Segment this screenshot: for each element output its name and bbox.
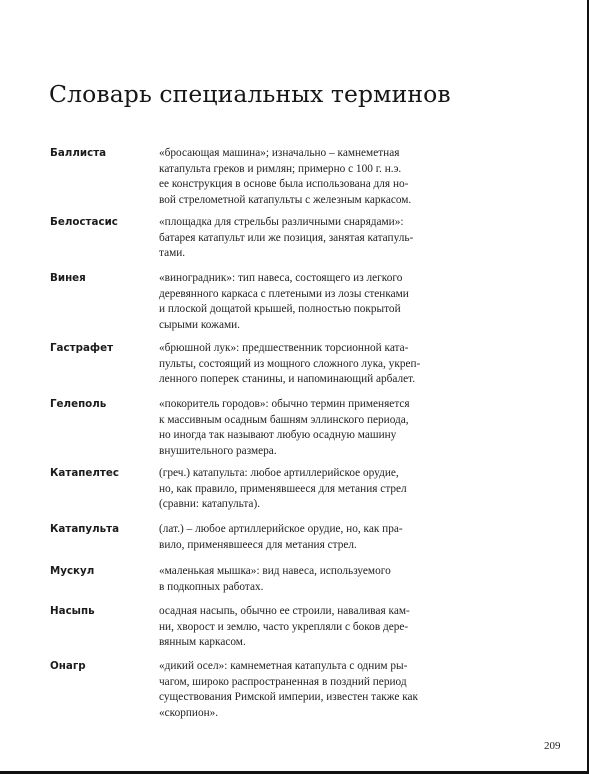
glossary-term: Гастрафет: [50, 342, 114, 354]
definition-line: тами.: [159, 247, 186, 259]
definition-line: осадная насыпь, обычно ее строили, наваливая кам-: [159, 605, 410, 617]
definition-line: (сравни: катапульта).: [159, 498, 261, 510]
definition-line: «дикий осел»: камнеметная катапульта с одним ры-: [159, 660, 408, 672]
definition-line: «площадка для стрельбы различными снарядами»:: [159, 216, 404, 228]
definition-line: «брюшной лук»: предшественник торсионной ката-: [159, 342, 409, 354]
glossary-definition: [159, 215, 413, 262]
glossary-term: Мускул: [50, 565, 95, 577]
definition-line: «скорпион».: [159, 706, 219, 719]
definition-line: но, как правило, применявшееся для метания стрел: [159, 482, 407, 495]
definition-line: вянным каркасом.: [159, 636, 246, 648]
glossary-term: Гелеполь: [50, 398, 107, 410]
definition-line: катапульта греков и римлян; примерно с 100 г. н.э.: [159, 162, 402, 175]
definition-line: батарея катапульт или же позиция, занятая катапуль-: [159, 231, 414, 244]
definition-line: существования Римской империи, известен также как: [159, 691, 419, 703]
glossary-definition: [159, 466, 407, 513]
page-number: 209: [544, 740, 561, 752]
definition-line: ее конструкция в основе была использована для но-: [159, 178, 409, 190]
glossary-definition: [159, 397, 410, 459]
glossary-definition: [159, 564, 391, 595]
definition-line: пульты, состоящий из мощного сложного лука, укреп-: [159, 357, 421, 370]
glossary-definition: [159, 604, 410, 651]
glossary-term: Баллиста: [50, 147, 107, 159]
glossary-term: Катапульта: [50, 523, 120, 535]
glossary-definition: [159, 341, 420, 388]
glossary-term: Катапелтес: [50, 467, 119, 479]
definition-line: (греч.) катапульта: любое артиллерийское орудие,: [159, 467, 399, 479]
definition-line: вой стрелометной катапульты с железным каркасом.: [159, 193, 412, 206]
page-title: Словарь специальных терминов: [49, 80, 451, 108]
definition-line: вило, применявшееся для метания стрел.: [159, 538, 357, 551]
glossary-definition: [159, 146, 411, 208]
definition-line: «покоритель городов»: обычно термин применяется: [159, 398, 410, 410]
definition-line: сырыми кожами.: [159, 318, 240, 331]
definition-line: ни, хворост и землю, часто укрепляли с боков дере-: [159, 620, 409, 633]
glossary-term: Белостасис: [50, 216, 118, 228]
definition-line: в подкопных работах.: [159, 580, 264, 593]
definition-line: «маленькая мышка»: вид навеса, используемого: [159, 565, 391, 577]
definition-line: деревянного каркаса с плетеными из лозы стенками: [159, 287, 409, 300]
glossary-definition: [159, 659, 418, 721]
definition-line: чагом, широко распространенная в поздний период: [159, 675, 407, 688]
definition-line: «бросающая машина»; изначально – камнеметная: [159, 147, 400, 159]
definition-line: внушительного размера.: [159, 444, 277, 457]
glossary-term: Винея: [50, 272, 86, 284]
definition-line: но иногда так называют любую осадную машину: [159, 429, 397, 441]
glossary-definition: [159, 522, 403, 553]
glossary-term: Онагр: [50, 660, 86, 672]
definition-line: и плоской дощатой крышей, полностью покрытой: [159, 303, 401, 315]
definition-line: к массивным осадным башням эллинского периода,: [159, 413, 409, 426]
definition-line: (лат.) – любое артиллерийское орудие, но, как пра-: [159, 523, 403, 535]
definition-line: «виноградник»: тип навеса, состоящего из легкого: [159, 272, 403, 284]
glossary-definition: [159, 271, 409, 333]
glossary-term: Насыпь: [50, 605, 95, 617]
definition-line: ленного поперек станины, и напоминающий арбалет.: [159, 373, 416, 385]
